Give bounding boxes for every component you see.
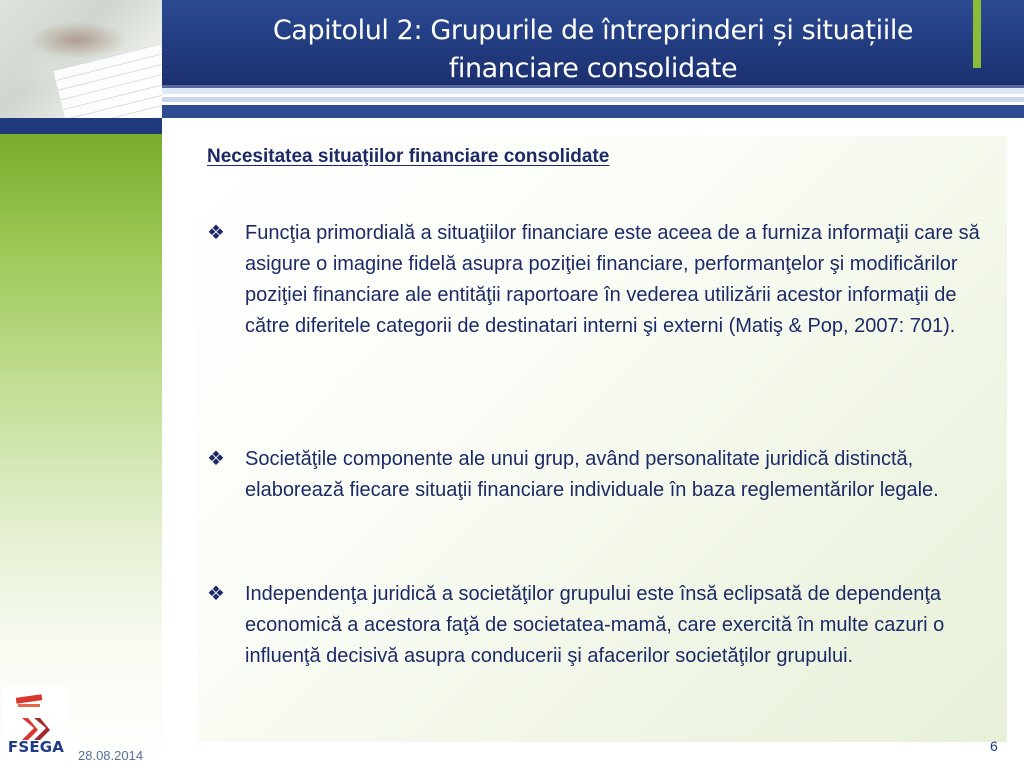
header-stripes: [162, 88, 1024, 118]
header-photo-paper: [53, 44, 177, 118]
sidebar-gradient: [0, 134, 162, 768]
header-photo: [0, 0, 162, 118]
logo-ribbon-line: [18, 704, 40, 707]
slide-title: [162, 12, 1024, 88]
bullet-text: Independenţa juridică a societăţilor grupului este însă eclipsată de dependenţa economică a acestora faţă de societatea-mamă, care exercită în multe cazuri o influenţă decisivă asupra conducerii şi afacerilor societăţilor grupului.: [245, 583, 945, 667]
fsega-logo: [2, 686, 68, 762]
bullet-text: Societăţile componente ale unui grup, având personalitate juridică distinctă, elaborează fiecare situaţii financiare individuale în baza reglementărilor legale.: [245, 448, 939, 501]
diamond-bullet-icon: ❖: [207, 583, 225, 605]
section-heading: Necesitatea situaţiilor financiare consolidate: [207, 146, 610, 167]
bullet-text: Funcţia primordială a situaţiilor financiare este aceea de a furniza informaţii care să asigure o imagine fidelă asupra poziţiei financiare, performanţelor şi modificărilor poziţiei financiare ale entităţii raportoare în vederea utilizării acestor informaţii de către diferitele categorii de destinatari interni şi externi (Matiş & Pop, 2007: 701).: [245, 222, 980, 337]
footer-date: 28.08.2014: [78, 748, 144, 763]
page-number: 6: [990, 738, 998, 754]
slide-header: [0, 0, 1024, 118]
logo-ribbon: [16, 694, 43, 704]
diamond-bullet-icon: ❖: [207, 448, 225, 470]
slide-title-line-2: financiare consolidate: [448, 53, 738, 84]
diamond-bullet-icon: ❖: [207, 222, 225, 244]
sidebar-top-band: [0, 118, 162, 134]
content-panel: [197, 136, 1007, 742]
slide-title-line-1: Capitolul 2: Grupurile de întreprinderi și situațiile: [272, 15, 914, 46]
logo-text: FSEGA: [7, 738, 65, 756]
